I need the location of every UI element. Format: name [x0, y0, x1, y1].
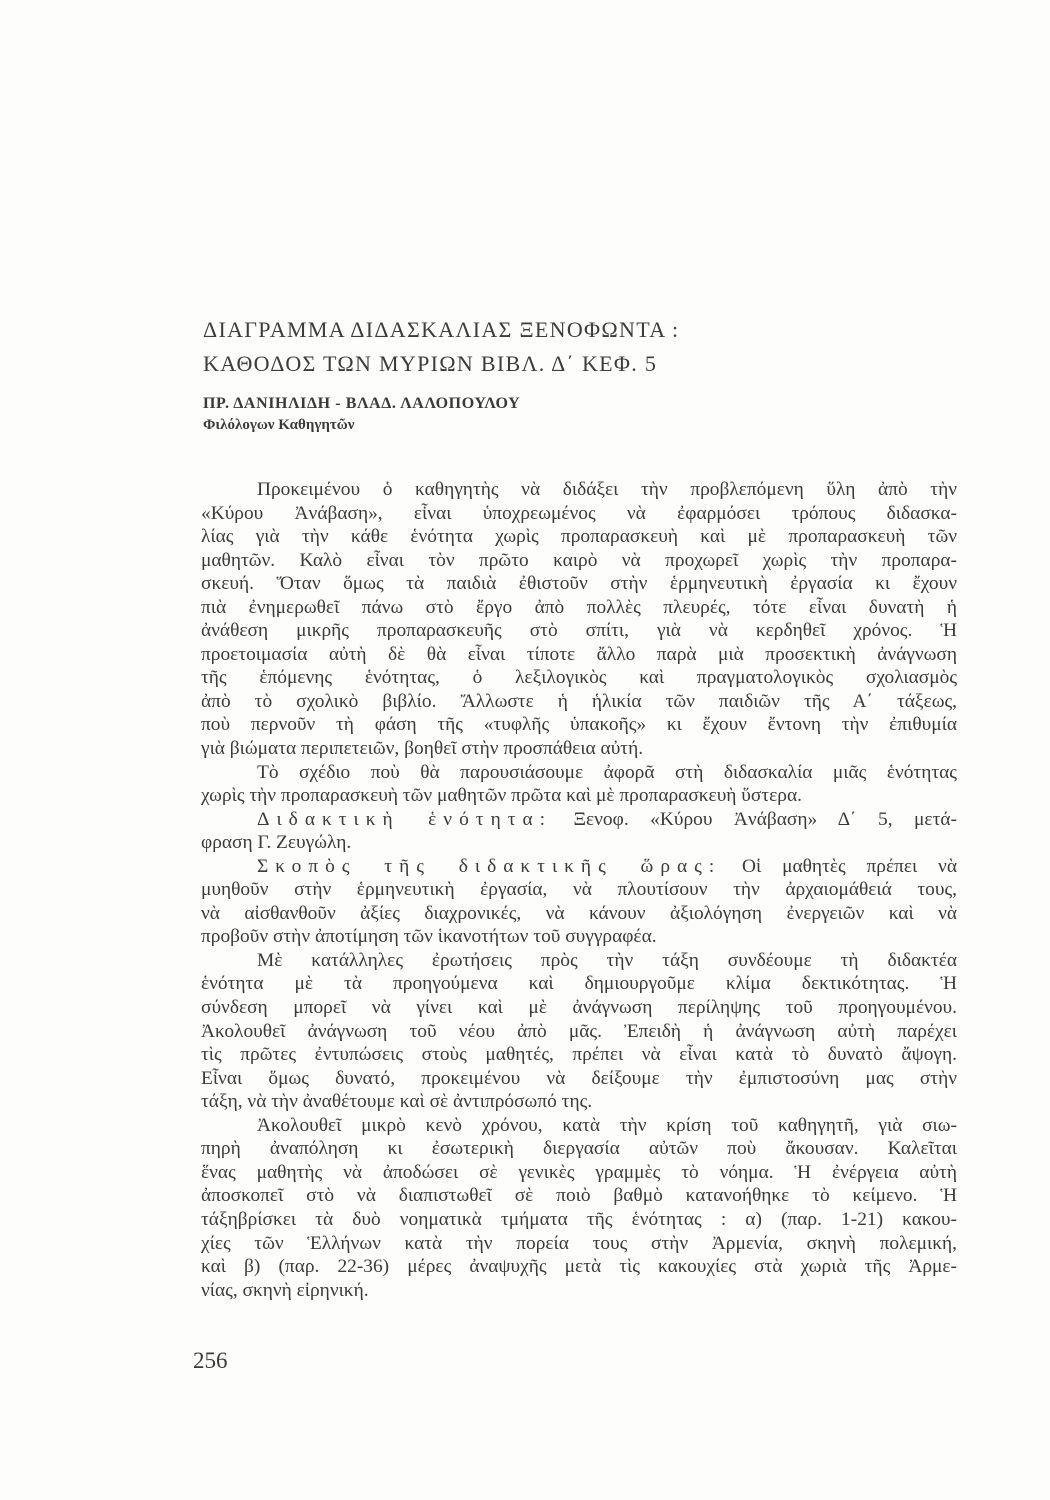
- text-line: σκευή. Ὅταν ὅμως τὰ παιδιὰ ἐθιστοῦν στὴν ἑρμηνευτικὴ ἐργασία κι ἔχουν: [201, 573, 957, 595]
- article-title: [203, 313, 823, 381]
- text-line: ποὺ περνοῦν τὴ φάση τῆς «τυφλῆς ὑπακοῆς» κι ἔχουν ἔντονη τὴν ἐπιθυμία: [201, 714, 957, 736]
- paragraph-6: [201, 1114, 957, 1302]
- text-line: τάξηβρίσκει τὰ δυὸ νοηματικὰ τμήματα τῆς ἑνότητας : α) (παρ. 1-21) κακου-: [201, 1208, 957, 1230]
- text-line: [201, 855, 957, 879]
- teaching-unit-label: Διδακτικὴ ἑνότητα:: [257, 808, 553, 830]
- text-line: γιὰ βιώματα περιπετειῶν, βοηθεῖ στὴν προσπάθεια αὐτή.: [201, 738, 644, 760]
- paragraph-lesson-aim: [201, 855, 957, 949]
- text-line: [201, 808, 957, 832]
- paragraph-1: [201, 478, 957, 761]
- article-body: [201, 478, 957, 1302]
- title-line-1: ΔΙΑΓΡΑΜΜΑ ΔΙΔΑΣΚΑΛΙΑΣ ΞΕΝΟΦΩΝΤΑ :: [203, 317, 680, 342]
- text-line: Εἶναι ὅμως δυνατό, προκειμένου νὰ δείξουμε τὴν ἐμπιστοσύνη μας στὴν: [201, 1067, 957, 1089]
- text-line: πιὰ ἐνημερωθεῖ πάνω στὸ ἔργο ἀπὸ πολλὲς πλευρές, τότε εἶναι δυνατὴ ἡ: [201, 596, 957, 618]
- text-line: προετοιμασία αὐτὴ δὲ θὰ εἶναι τίποτε ἄλλο παρὰ μιὰ προσεκτικὴ ἀνάγνωση: [201, 643, 957, 665]
- text-line: τῆς ἑπόμενης ἑνότητας, ὁ λεξιλογικὸς καὶ πραγματολογικὸς σχολιασμὸς: [201, 667, 957, 689]
- text-line: Προκειμένου ὁ καθηγητὴς νὰ διδάξει τὴν προβλεπόμενη ὕλη ἀπὸ τὴν: [257, 479, 957, 500]
- text-line: χίες τῶν Ἑλλήνων κατὰ τὴν πορεία τους στὴν Ἀρμενία, σκηνὴ πολεμική,: [201, 1232, 957, 1254]
- lesson-aim-label: Σκοπὸς τῆς διδακτικῆς ὥρας:: [257, 855, 722, 877]
- text-line: πηρὴ ἀναπόληση κι ἐσωτερικὴ διεργασία αὐτῶν ποὺ ἄκουσαν. Καλεῖται: [201, 1138, 957, 1160]
- text-line: ἀποσκοπεῖ στὸ νὰ διαπιστωθεῖ σὲ ποιὸ βαθμὸ κατανοήθηκε τὸ κείμενο. Ἡ: [201, 1185, 957, 1207]
- text-line: ἑνότητα μὲ τὰ προηγούμενα καὶ δημιουργοῦμε κλίμα δεκτικότητας. Ἡ: [201, 973, 957, 995]
- paragraph-2: [201, 761, 957, 808]
- text-line: Ἀκολουθεῖ ἀνάγνωση τοῦ νέου ἀπὸ μᾶς. Ἐπειδὴ ἡ ἀνάγνωση αὐτὴ παρέχει: [201, 1020, 957, 1042]
- text-line: «Κύρου Ἀνάβαση», εἶναι ὑποχρεωμένος νὰ ἐφαρμόσει τρόπους διδασκα-: [201, 502, 957, 524]
- text-line: τὶς πρῶτες ἐντυπώσεις στοὺς μαθητές, πρέπει νὰ εἶναι κατὰ τὸ δυνατὸ ἄψογη.: [201, 1044, 957, 1066]
- text-line: φραση Γ. Ζευγώλη.: [201, 832, 352, 854]
- text-line: νὰ αἰσθανθοῦν ἀξίες διαχρονικές, νὰ κάνουν ἀξιολόγηση ἐνεργειῶν καὶ νὰ: [201, 902, 957, 924]
- text-line: μυηθοῦν στὴν ἑρμηνευτικὴ ἐργασία, νὰ πλουτίσουν τὴν ἀρχαιομάθειά τους,: [201, 879, 957, 901]
- lesson-aim-text: Οἱ μαθητὲς πρέπει νὰ: [742, 855, 957, 877]
- title-line-2: ΚΑΘΟΔΟΣ ΤΩΝ ΜΥΡΙΩΝ ΒΙΒΛ. Δ΄ ΚΕΦ. 5: [203, 351, 658, 376]
- text-line: Ἀκολουθεῖ μικρὸ κενὸ χρόνου, κατὰ τὴν κρίση τοῦ καθηγητῆ, γιὰ σιω-: [257, 1114, 957, 1136]
- paragraph-5: [201, 949, 957, 1114]
- text-line: τάξη, νὰ τὴν ἀναθέτουμε καὶ σὲ ἀντιπρόσωπό της.: [201, 1091, 593, 1113]
- text-line: μαθητῶν. Καλὸ εἶναι τὸν πρῶτο καιρὸ νὰ προχωρεῖ χωρὶς τὴν προπαρα-: [201, 549, 957, 571]
- text-line: νίας, σκηνὴ εἰρηνική.: [201, 1279, 369, 1301]
- text-line: ἀπὸ τὸ σχολικὸ βιβλίο. Ἄλλωστε ἡ ἡλικία τῶν παιδιῶν τῆς Α΄ τάξεως,: [201, 690, 957, 712]
- text-line: σύνδεση μπορεῖ νὰ γίνει καὶ μὲ ἀνάγνωση περίληψης τοῦ προηγουμένου.: [201, 997, 957, 1019]
- teaching-unit-text: Ξενοφ. «Κύρου Ἀνάβαση» Δ΄ 5, μετά-: [573, 808, 957, 830]
- text-line: Τὸ σχέδιο ποὺ θὰ παρουσιάσουμε ἀφορᾶ στὴ διδασκαλία μιᾶς ἑνότητας: [257, 761, 957, 783]
- paragraph-teaching-unit: [201, 808, 957, 855]
- author-affiliation: Φιλόλογων Καθηγητῶν: [203, 417, 355, 433]
- text-line: χωρὶς τὴν προπαρασκευὴ τῶν μαθητῶν πρῶτα καὶ μὲ προπαρασκευὴ ὕστερα.: [201, 785, 802, 807]
- text-line: καὶ β) (παρ. 22-36) μέρες ἀναψυχῆς μετὰ τὶς κακουχίες στὰ χωριὰ τῆς Ἀρμε-: [201, 1256, 957, 1278]
- author-names: ΠΡ. ΔΑΝΙΗΛΙΔΗ - ΒΛΑΔ. ΛΑΛΟΠΟΥΛΟΥ: [203, 395, 521, 412]
- page-number: 256: [193, 1348, 228, 1373]
- text-line: ἀνάθεση μικρῆς προπαρασκευῆς στὸ σπίτι, γιὰ νὰ κερδηθεῖ χρόνος. Ἡ: [201, 620, 957, 642]
- text-line: ἕνας μαθητὴς νὰ ἀποδώσει σὲ γενικὲς γραμμὲς τὸ νόημα. Ἡ ἐνέργεια αὐτὴ: [201, 1161, 957, 1183]
- text-line: λίας γιὰ τὴν κάθε ἑνότητα χωρὶς προπαρασκευὴ καὶ μὲ προπαρασκευὴ τῶν: [201, 526, 957, 548]
- text-line: Μὲ κατάλληλες ἐρωτήσεις πρὸς τὴν τάξη συνδέουμε τὴ διδακτέα: [257, 949, 957, 971]
- text-line: προβοῦν στὴν ἀποτίμηση τῶν ἱκανοτήτων τοῦ συγγραφέα.: [201, 926, 657, 948]
